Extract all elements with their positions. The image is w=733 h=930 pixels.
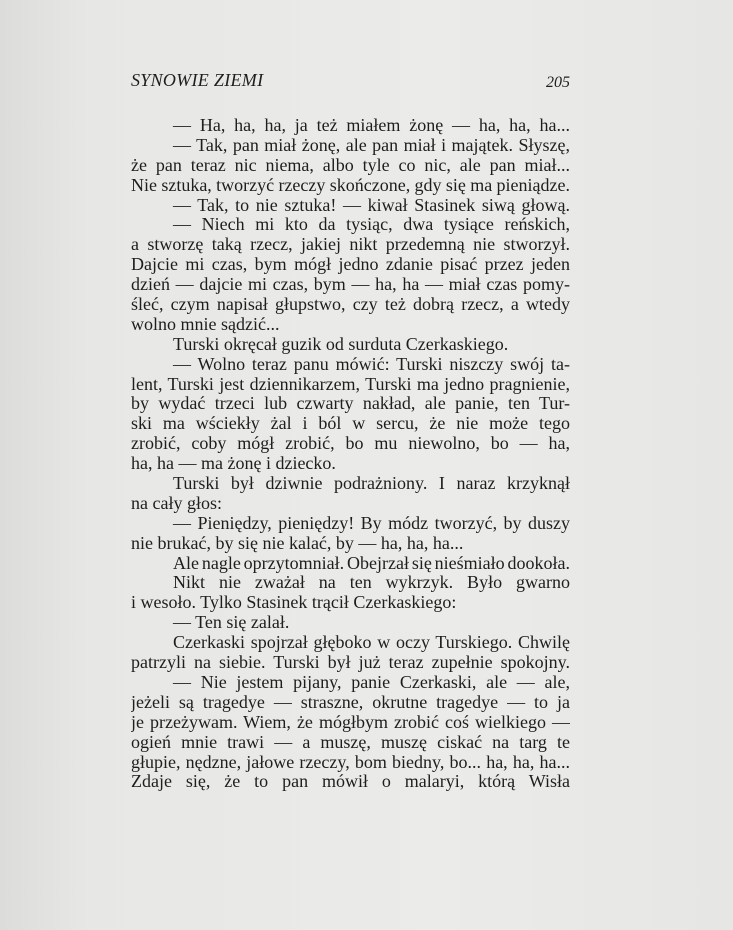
text-line: [131, 633, 570, 653]
text-line-content: Zdaje się, że to pan mówił o malaryi, którą Wisła: [131, 772, 570, 792]
text-line: [131, 375, 570, 395]
text-line: [131, 494, 570, 514]
running-header: [131, 70, 570, 96]
running-title: SYNOWIE ZIEMI: [131, 70, 264, 90]
text-line: [131, 355, 570, 375]
text-line: [131, 772, 570, 792]
text-line: [131, 554, 570, 574]
text-line-content: śleć, czym napisał głupstwo, czy też dobrą rzecz, a wtedy: [131, 295, 570, 315]
text-line: [131, 136, 570, 156]
text-line: [131, 295, 570, 315]
text-line-content: by wydać trzeci lub czwarty nakład, ale panie, ten Tur-: [131, 394, 570, 414]
page-number: 205: [546, 74, 570, 91]
text-line: [131, 713, 570, 733]
text-line-content: Czerkaski spojrzał głęboko w oczy Turskiego. Chwilę: [173, 633, 570, 653]
text-line-content: ski ma wściekły żal i ból w sercu, że nie może tego: [131, 414, 570, 434]
text-line-content: — Tak, to nie sztuka! — kiwał Stasinek siwą głową.: [173, 195, 570, 215]
text-line-content: ogień mnie trawi — a muszę, muszę ciskać na targ te: [131, 732, 570, 752]
text-line: [131, 733, 570, 753]
text-line-content: że pan teraz nic niema, albo tyle co nic, ale pan miał...: [131, 155, 570, 175]
text-line-content: nie brukać, by się nie kalać, by — ha, ha, ha...: [131, 533, 464, 553]
text-line: [131, 235, 570, 255]
text-line: [131, 573, 570, 593]
text-line: [131, 753, 570, 773]
text-line: [131, 156, 570, 176]
text-line-content: Turski był dziwnie podrażniony. I naraz krzyknął: [173, 474, 570, 494]
body-text: [131, 116, 570, 792]
text-line-content: Turski okręcał guzik od surduta Czerkaskiego.: [173, 334, 509, 354]
text-line: [131, 534, 570, 554]
text-line: [131, 196, 570, 216]
text-line-content: na cały głos:: [131, 493, 222, 513]
text-line-content: zrobić, coby mógł zrobić, bo mu niewolno, bo — ha,: [131, 434, 570, 454]
text-line: [131, 593, 570, 613]
text-line-content: głupie, nędzne, jałowe rzeczy, bom biedny, bo... ha, ha, ha...: [131, 752, 570, 772]
text-line: [131, 653, 570, 673]
text-line-content: wolno mnie sądzić...: [131, 314, 280, 334]
text-line: [131, 673, 570, 693]
text-line-content: a stworzę taką rzecz, jakiej nikt przedemną nie stworzył.: [131, 235, 570, 255]
text-line: [131, 116, 570, 136]
text-line: [131, 454, 570, 474]
text-line-content: i wesoło. Tylko Stasinek trącił Czerkaskiego:: [131, 593, 457, 613]
text-line-content: Nie sztuka, tworzyć rzeczy skończone, gdy się ma pieniądze.: [131, 175, 570, 195]
text-line-content: jeżeli są tragedye — straszne, okrutne tragedye — to ja: [131, 692, 570, 712]
text-line-content: patrzyli na siebie. Turski był już teraz zupełnie spokojny.: [131, 653, 570, 673]
text-line-content: ha, ha — ma żonę i dziecko.: [131, 454, 336, 474]
text-line-content: — Pieniędzy, pieniędzy! By módz tworzyć, by duszy: [173, 513, 570, 533]
text-line-content: — Tak, pan miał żonę, ale pan miał i majątek. Słyszę,: [173, 135, 570, 155]
text-line: [131, 414, 570, 434]
text-line: [131, 335, 570, 355]
text-line: [131, 255, 570, 275]
text-line-content: Ale nagle oprzytomniał. Obejrzał się nieśmiało dookoła.: [173, 553, 570, 573]
text-line: [131, 693, 570, 713]
text-line: [131, 215, 570, 235]
text-line-content: dzień — dajcie mi czas, bym — ha, ha — miał czas pomy-: [131, 275, 570, 295]
text-line: [131, 315, 570, 335]
text-line: [131, 474, 570, 494]
text-line-content: lent, Turski jest dziennikarzem, Turski ma jedno pragnienie,: [131, 374, 570, 394]
text-line-content: — Wolno teraz panu mówić: Turski niszczy swój ta-: [173, 354, 570, 374]
text-line-content: je przeżywam. Wiem, że mógłbym zrobić coś wielkiego —: [131, 712, 570, 732]
text-line-content: — Ha, ha, ha, ja też miałem żonę — ha, ha, ha...: [173, 116, 570, 135]
text-line-content: Dajcie mi czas, bym mógł jedno zdanie pisać przez jeden: [131, 255, 570, 275]
text-line: [131, 514, 570, 534]
text-line-content: — Nie jestem pijany, panie Czerkaski, ale — ale,: [173, 672, 570, 692]
text-line-content: — Niech mi kto da tysiąc, dwa tysiące reńskich,: [173, 215, 570, 235]
text-line: [131, 394, 570, 414]
text-line: [131, 613, 570, 633]
text-line: [131, 176, 570, 196]
text-line: [131, 275, 570, 295]
text-line-content: Nikt nie zważał na ten wykrzyk. Było gwarno: [173, 573, 570, 593]
text-line: [131, 434, 570, 454]
text-line-content: — Ten się zalał.: [173, 613, 290, 633]
